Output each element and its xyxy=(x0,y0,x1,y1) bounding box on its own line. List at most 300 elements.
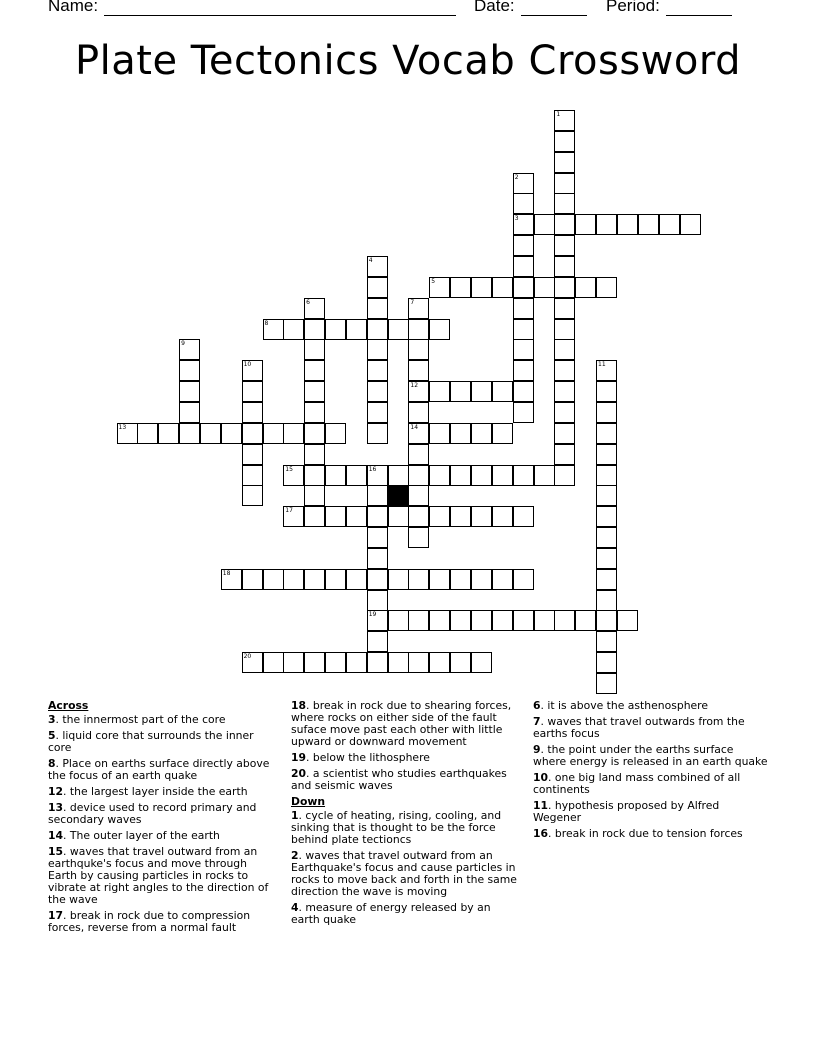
clue-separator: . xyxy=(63,801,70,814)
clue-separator: . xyxy=(540,699,548,712)
grid-cell[interactable] xyxy=(367,506,388,527)
grid-cell[interactable] xyxy=(408,569,429,590)
grid-cell[interactable] xyxy=(638,214,659,235)
clue-number: 18 xyxy=(291,699,307,712)
grid-cell[interactable] xyxy=(513,256,534,277)
cell-number: 11 xyxy=(598,361,606,369)
clues-column-1 xyxy=(48,700,274,938)
grid-cell[interactable] xyxy=(221,569,242,590)
grid-cell[interactable] xyxy=(492,465,513,486)
grid-cell[interactable] xyxy=(263,652,284,673)
grid-cell[interactable] xyxy=(408,465,429,486)
grid-cell[interactable] xyxy=(554,444,575,465)
grid-cell[interactable] xyxy=(617,214,638,235)
clue-number: 13 xyxy=(48,801,64,814)
grid-cell[interactable] xyxy=(575,214,596,235)
grid-cell[interactable] xyxy=(554,193,575,214)
grid-cell[interactable] xyxy=(450,652,471,673)
grid-cell[interactable] xyxy=(304,569,325,590)
grid-cell[interactable] xyxy=(513,569,534,590)
grid-cell[interactable] xyxy=(346,465,367,486)
grid-cell[interactable] xyxy=(408,360,429,381)
clue-text: measure of energy released by an earth quake xyxy=(291,901,491,926)
clue-separator: . xyxy=(63,785,70,798)
cell-number: 5 xyxy=(431,277,436,285)
grid-cell[interactable] xyxy=(367,381,388,402)
grid-cell[interactable] xyxy=(596,381,617,402)
clue-text: it is above the asthenosphere xyxy=(547,699,709,712)
clue-separator: . xyxy=(306,699,313,712)
grid-cell[interactable] xyxy=(680,214,701,235)
grid-cell[interactable] xyxy=(554,423,575,444)
grid-cell[interactable] xyxy=(325,319,346,340)
grid-cell[interactable] xyxy=(304,319,325,340)
grid-cell[interactable] xyxy=(304,339,325,360)
grid-cell[interactable] xyxy=(554,256,575,277)
blocked-cell xyxy=(388,485,409,506)
cell-number: 7 xyxy=(410,298,415,306)
grid-cell[interactable] xyxy=(554,152,575,173)
grid-cell[interactable] xyxy=(408,319,429,340)
grid-cell[interactable] xyxy=(429,381,450,402)
grid-cell[interactable] xyxy=(179,381,200,402)
grid-cell[interactable] xyxy=(367,339,388,360)
clue-text: device used to record primary and secondary waves xyxy=(48,801,257,826)
clue-separator: . xyxy=(298,809,306,822)
grid-cell[interactable] xyxy=(429,465,450,486)
clue-number: 16 xyxy=(533,827,549,840)
grid-cell[interactable] xyxy=(367,256,388,277)
across-clue xyxy=(48,846,274,906)
clue-number: 19 xyxy=(291,751,307,764)
clue-separator: . xyxy=(306,751,313,764)
clue-number: 8 xyxy=(48,757,56,770)
grid-cell[interactable] xyxy=(408,652,429,673)
grid-cell[interactable] xyxy=(242,569,263,590)
grid-cell[interactable] xyxy=(367,465,388,486)
grid-cell[interactable] xyxy=(596,444,617,465)
grid-cell[interactable] xyxy=(596,360,617,381)
down-clue xyxy=(533,700,769,712)
clue-separator: . xyxy=(298,849,306,862)
grid-cell[interactable] xyxy=(408,506,429,527)
grid-cell[interactable] xyxy=(408,381,429,402)
grid-cell[interactable] xyxy=(534,610,555,631)
clue-text: Place on earths surface directly above the focus of an earth quake xyxy=(48,757,270,782)
grid-cell[interactable] xyxy=(367,631,388,652)
clue-separator: . xyxy=(55,757,63,770)
grid-cell[interactable] xyxy=(471,465,492,486)
grid-cell[interactable] xyxy=(242,444,263,465)
clue-separator: . xyxy=(63,909,70,922)
clue-separator: . xyxy=(298,901,306,914)
down-clue-list-continued xyxy=(533,700,769,840)
clue-text: waves that travel outwards from the earths focus xyxy=(533,715,745,740)
cell-number: 19 xyxy=(368,611,377,619)
grid-cell[interactable] xyxy=(534,277,555,298)
cell-number: 14 xyxy=(410,423,419,431)
grid-cell[interactable] xyxy=(596,506,617,527)
grid-cell[interactable] xyxy=(450,381,471,402)
grid-cell[interactable] xyxy=(596,423,617,444)
clue-text: waves that travel outward from an earthquke's focus and move through Earth by causing particles in rocks to vibrate at right angles to the direction of the wave xyxy=(48,845,269,906)
clue-number: 9 xyxy=(533,743,541,756)
across-clue xyxy=(291,768,517,792)
grid-cell[interactable] xyxy=(596,485,617,506)
clue-separator: . xyxy=(548,827,555,840)
grid-cell[interactable] xyxy=(554,360,575,381)
clue-number: 12 xyxy=(48,785,64,798)
grid-cell[interactable] xyxy=(513,610,534,631)
grid-cell[interactable] xyxy=(388,610,409,631)
grid-cell[interactable] xyxy=(513,277,534,298)
down-clue-list xyxy=(291,810,517,926)
grid-cell[interactable] xyxy=(596,465,617,486)
grid-cell[interactable] xyxy=(554,465,575,486)
grid-cell[interactable] xyxy=(513,173,534,194)
cell-number: 17 xyxy=(285,507,293,515)
grid-cell[interactable] xyxy=(304,381,325,402)
grid-cell[interactable] xyxy=(388,652,409,673)
clue-separator: . xyxy=(540,715,548,728)
clue-text: hypothesis proposed by Alfred Wegener xyxy=(533,799,720,824)
down-clue xyxy=(533,772,769,796)
clues-column-3 xyxy=(533,700,769,844)
grid-cell[interactable] xyxy=(283,465,304,486)
cell-number: 13 xyxy=(118,423,127,431)
grid-cell[interactable] xyxy=(304,298,325,319)
down-clue xyxy=(291,850,517,898)
cell-number: 20 xyxy=(243,653,252,661)
across-clue xyxy=(48,802,274,826)
grid-cell[interactable] xyxy=(492,381,513,402)
grid-cell[interactable] xyxy=(283,423,304,444)
clue-number: 2 xyxy=(291,849,299,862)
grid-cell[interactable] xyxy=(471,569,492,590)
clue-number: 5 xyxy=(48,729,56,742)
grid-cell[interactable] xyxy=(554,298,575,319)
grid-cell[interactable] xyxy=(513,360,534,381)
grid-cell[interactable] xyxy=(242,465,263,486)
cell-number: 8 xyxy=(264,319,269,327)
cell-number: 6 xyxy=(306,298,310,306)
grid-cell[interactable] xyxy=(450,423,471,444)
grid-cell[interactable] xyxy=(304,485,325,506)
grid-cell[interactable] xyxy=(263,423,284,444)
grid-cell[interactable] xyxy=(554,131,575,152)
across-clue xyxy=(48,758,274,782)
grid-cell[interactable] xyxy=(554,610,575,631)
grid-cell[interactable] xyxy=(367,277,388,298)
grid-cell[interactable] xyxy=(325,569,346,590)
grid-cell[interactable] xyxy=(325,652,346,673)
down-clue xyxy=(533,716,769,740)
cell-number: 9 xyxy=(181,340,185,348)
clue-text: cycle of heating, rising, cooling, and sinking that is thought to be the force behind plate tectioncs xyxy=(291,809,502,846)
grid-cell[interactable] xyxy=(367,485,388,506)
clue-text: break in rock due to shearing forces, where rocks on either side of the fault suface move past each other with little upward or downward movement xyxy=(291,699,512,748)
clue-separator: . xyxy=(540,743,548,756)
grid-cell[interactable] xyxy=(408,298,429,319)
grid-cell[interactable] xyxy=(596,610,617,631)
grid-cell[interactable] xyxy=(492,423,513,444)
cell-number: 3 xyxy=(514,215,519,223)
grid-cell[interactable] xyxy=(283,652,304,673)
grid-cell[interactable] xyxy=(408,423,429,444)
grid-cell[interactable] xyxy=(367,590,388,611)
clue-number: 15 xyxy=(48,845,64,858)
grid-cell[interactable] xyxy=(429,423,450,444)
grid-cell[interactable] xyxy=(242,485,263,506)
clue-text: break in rock due to compression forces, reverse from a normal fault xyxy=(48,909,251,934)
clue-number: 1 xyxy=(291,809,299,822)
grid-cell[interactable] xyxy=(367,569,388,590)
grid-cell[interactable] xyxy=(471,610,492,631)
grid-cell[interactable] xyxy=(471,423,492,444)
grid-cell[interactable] xyxy=(408,610,429,631)
grid-cell[interactable] xyxy=(388,569,409,590)
grid-cell[interactable] xyxy=(117,423,138,444)
grid-cell[interactable] xyxy=(513,381,534,402)
clue-text: liquid core that surrounds the inner core xyxy=(48,729,254,754)
grid-cell[interactable] xyxy=(367,610,388,631)
grid-cell[interactable] xyxy=(513,235,534,256)
grid-cell[interactable] xyxy=(471,381,492,402)
grid-cell[interactable] xyxy=(429,506,450,527)
grid-cell[interactable] xyxy=(554,235,575,256)
grid-cell[interactable] xyxy=(492,610,513,631)
clue-separator: . xyxy=(55,713,63,726)
clue-text: below the lithosphere xyxy=(312,751,430,764)
grid-cell[interactable] xyxy=(554,110,575,131)
clue-separator: . xyxy=(548,771,555,784)
clue-separator: . xyxy=(63,845,70,858)
clue-text: break in rock due to tension forces xyxy=(554,827,743,840)
grid-cell[interactable] xyxy=(596,590,617,611)
grid-cell[interactable] xyxy=(367,319,388,340)
across-clue xyxy=(48,786,274,798)
grid-cell[interactable] xyxy=(367,548,388,569)
grid-cell[interactable] xyxy=(429,319,450,340)
grid-cell[interactable] xyxy=(408,444,429,465)
grid-cell[interactable] xyxy=(617,610,638,631)
grid-cell[interactable] xyxy=(200,423,221,444)
grid-cell[interactable] xyxy=(408,339,429,360)
across-clue xyxy=(291,752,517,764)
clue-separator: . xyxy=(55,729,63,742)
grid-cell[interactable] xyxy=(408,527,429,548)
period-label: Period: xyxy=(606,0,660,15)
clue-separator: . xyxy=(548,799,555,812)
clue-text: the innermost part of the core xyxy=(62,713,226,726)
name-label: Name: xyxy=(48,0,99,15)
grid-cell[interactable] xyxy=(429,569,450,590)
grid-cell[interactable] xyxy=(513,319,534,340)
across-clue-list-continued xyxy=(291,700,517,792)
grid-cell[interactable] xyxy=(513,339,534,360)
grid-cell[interactable] xyxy=(659,214,680,235)
grid-cell[interactable] xyxy=(513,465,534,486)
down-clue xyxy=(291,902,517,926)
grid-cell[interactable] xyxy=(554,381,575,402)
grid-cell[interactable] xyxy=(388,506,409,527)
grid-cell[interactable] xyxy=(596,527,617,548)
grid-cell[interactable] xyxy=(596,673,617,694)
grid-cell[interactable] xyxy=(492,569,513,590)
clue-number: 10 xyxy=(533,771,549,784)
grid-cell[interactable] xyxy=(367,360,388,381)
grid-cell[interactable] xyxy=(596,631,617,652)
grid-cell[interactable] xyxy=(596,214,617,235)
grid-cell[interactable] xyxy=(283,506,304,527)
cell-number: 2 xyxy=(514,173,519,181)
grid-cell[interactable] xyxy=(179,423,200,444)
grid-cell[interactable] xyxy=(263,319,284,340)
across-clue-list xyxy=(48,714,274,934)
grid-cell[interactable] xyxy=(513,214,534,235)
across-clue xyxy=(48,730,274,754)
cell-number: 15 xyxy=(285,465,293,473)
grid-cell[interactable] xyxy=(554,339,575,360)
grid-cell[interactable] xyxy=(492,506,513,527)
grid-cell[interactable] xyxy=(325,465,346,486)
clue-text: waves that travel outward from an Earthquake's focus and cause particles in rocks to move back and forth in the same direction the wave is moving xyxy=(291,849,517,898)
down-clue xyxy=(533,800,769,824)
grid-cell[interactable] xyxy=(304,465,325,486)
clue-number: 20 xyxy=(291,767,307,780)
grid-cell[interactable] xyxy=(242,402,263,423)
clue-text: the largest layer inside the earth xyxy=(69,785,248,798)
clue-number: 6 xyxy=(533,699,541,712)
grid-cell[interactable] xyxy=(575,277,596,298)
grid-cell[interactable] xyxy=(408,485,429,506)
clue-number: 4 xyxy=(291,901,299,914)
grid-cell[interactable] xyxy=(367,402,388,423)
grid-cell[interactable] xyxy=(408,402,429,423)
cell-number: 1 xyxy=(556,111,561,118)
grid-cell[interactable] xyxy=(388,465,409,486)
grid-cell[interactable] xyxy=(221,423,242,444)
grid-cell[interactable] xyxy=(325,506,346,527)
clue-text: the point under the earths surface where energy is released in an earth quake xyxy=(533,743,768,768)
grid-cell[interactable] xyxy=(450,465,471,486)
grid-cell[interactable] xyxy=(450,610,471,631)
down-clue xyxy=(533,828,769,840)
across-heading: Across xyxy=(48,699,89,712)
grid-cell[interactable] xyxy=(513,298,534,319)
clues-column-2 xyxy=(291,700,517,930)
grid-cell[interactable] xyxy=(283,319,304,340)
grid-cell[interactable] xyxy=(158,423,179,444)
grid-cell[interactable] xyxy=(450,506,471,527)
grid-cell[interactable] xyxy=(346,506,367,527)
grid-cell[interactable] xyxy=(283,569,304,590)
grid-cell[interactable] xyxy=(596,277,617,298)
grid-cell[interactable] xyxy=(346,569,367,590)
clue-number: 3 xyxy=(48,713,56,726)
grid-cell[interactable] xyxy=(471,652,492,673)
grid-cell[interactable] xyxy=(367,527,388,548)
grid-cell[interactable] xyxy=(554,319,575,340)
grid-cell[interactable] xyxy=(429,610,450,631)
grid-cell[interactable] xyxy=(596,569,617,590)
grid-cell[interactable] xyxy=(471,506,492,527)
grid-cell[interactable] xyxy=(450,277,471,298)
grid-cell[interactable] xyxy=(304,360,325,381)
grid-cell[interactable] xyxy=(304,402,325,423)
grid-cell[interactable] xyxy=(179,360,200,381)
grid-cell[interactable] xyxy=(304,506,325,527)
clue-number: 14 xyxy=(48,829,64,842)
cell-number: 16 xyxy=(368,465,377,473)
grid-cell[interactable] xyxy=(429,652,450,673)
date-label: Date: xyxy=(474,0,515,15)
clue-number: 11 xyxy=(533,799,549,812)
clue-separator: . xyxy=(63,829,70,842)
grid-cell[interactable] xyxy=(242,360,263,381)
clue-text: a scientist who studies earthquakes and seismic waves xyxy=(291,767,507,792)
grid-cell[interactable] xyxy=(242,423,263,444)
grid-cell[interactable] xyxy=(179,402,200,423)
grid-cell[interactable] xyxy=(429,277,450,298)
grid-cell[interactable] xyxy=(304,444,325,465)
cell-number: 10 xyxy=(243,361,252,369)
grid-cell[interactable] xyxy=(575,610,596,631)
grid-cell[interactable] xyxy=(242,652,263,673)
grid-cell[interactable] xyxy=(450,569,471,590)
grid-cell[interactable] xyxy=(304,652,325,673)
grid-cell[interactable] xyxy=(388,319,409,340)
cell-number: 12 xyxy=(410,382,419,390)
grid-cell[interactable] xyxy=(534,214,555,235)
grid-cell[interactable] xyxy=(367,652,388,673)
clue-text: The outer layer of the earth xyxy=(69,829,220,842)
grid-cell[interactable] xyxy=(242,381,263,402)
grid-cell[interactable] xyxy=(346,319,367,340)
grid-cell[interactable] xyxy=(554,277,575,298)
clue-separator: . xyxy=(306,767,313,780)
grid-cell[interactable] xyxy=(325,423,346,444)
grid-cell[interactable] xyxy=(554,402,575,423)
grid-cell[interactable] xyxy=(179,339,200,360)
grid-cell[interactable] xyxy=(513,402,534,423)
grid-cell[interactable] xyxy=(554,214,575,235)
grid-cell[interactable] xyxy=(304,423,325,444)
grid-cell[interactable] xyxy=(513,193,534,214)
grid-cell[interactable] xyxy=(346,652,367,673)
grid-cell[interactable] xyxy=(137,423,158,444)
down-clue xyxy=(533,744,769,768)
grid-cell[interactable] xyxy=(596,652,617,673)
grid-cell[interactable] xyxy=(596,548,617,569)
grid-cell[interactable] xyxy=(367,423,388,444)
down-heading: Down xyxy=(291,795,326,808)
down-clue xyxy=(291,810,517,846)
grid-cell[interactable] xyxy=(513,506,534,527)
cell-number: 4 xyxy=(368,257,373,264)
grid-cell[interactable] xyxy=(367,298,388,319)
across-clue xyxy=(48,830,274,842)
page-title: Plate Tectonics Vocab Crossword xyxy=(75,38,741,84)
grid-cell[interactable] xyxy=(534,465,555,486)
across-clue xyxy=(291,700,517,748)
clue-text: one big land mass combined of all continents xyxy=(533,771,741,796)
grid-cell[interactable] xyxy=(492,277,513,298)
grid-cell[interactable] xyxy=(263,569,284,590)
grid-cell[interactable] xyxy=(596,402,617,423)
grid-cell[interactable] xyxy=(554,173,575,194)
grid-cell[interactable] xyxy=(471,277,492,298)
